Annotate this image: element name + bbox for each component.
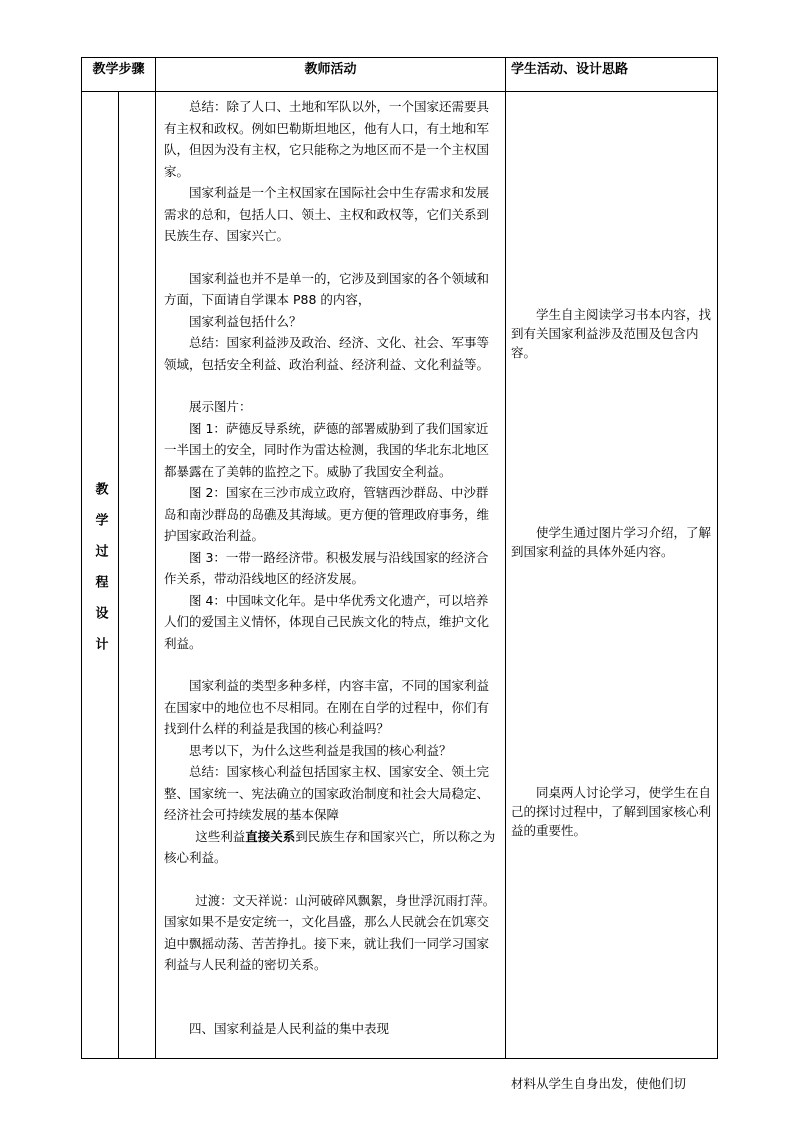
teacher-show-images: 展示图片： bbox=[189, 399, 252, 414]
step-cell bbox=[82, 92, 156, 1059]
teacher-image-3: 图 3：一带一路经济带。积极发展与沿线国家的经济合作关系，带动沿线地区的经济发展。 bbox=[164, 549, 489, 586]
student-note-3: 同桌两人讨论学习，使学生在自己的探讨过程中，了解到国家核心利益的重要性。 bbox=[511, 785, 712, 838]
teacher-question-1: 国家利益包括什么？ bbox=[189, 313, 302, 329]
header-student-activity: 学生活动、设计思路 bbox=[506, 58, 718, 92]
step-name: 教学过程设计 bbox=[92, 482, 108, 668]
teacher-transition: 过渡：文天祥说：山河破碎风飘絮，身世浮沉雨打萍。国家如果不是安定统一，文化昌盛，那么人民就会在饥寒交迫中飘摇动荡、苦苦挣扎。接下来，就让我们一同学习国家利益与人民利益的密切关系。 bbox=[164, 892, 496, 972]
student-note-1: 学生自主阅读学习书本内容，找到有关国家利益涉及范围及包含内容。 bbox=[511, 307, 712, 360]
student-note-4: 材料从学生自身出发，使他们切 bbox=[511, 1076, 687, 1091]
emphasis-direct-relation: 直接关系 bbox=[245, 828, 296, 844]
teacher-summary-1: 总结：除了人口、土地和军队以外，一个国家还需要具有主权和政权。例如巴勒斯坦地区，他有人口，有土地和军队，但因为没有主权，它只能称之为地区而不是一个主权国家。 bbox=[164, 99, 490, 179]
teacher-summary-2: 总结：国家利益涉及政治、经济、文化、社会、军事等领域，包括安全利益、政治利益、经济利益、文化利益等。 bbox=[164, 335, 490, 372]
table-header-row bbox=[82, 58, 718, 92]
teacher-summary-3: 总结：国家核心利益包括国家主权、国家安全、领土完整、国家统一、宪法确立的国家政治制度和社会大局稳定、经济社会可持续发展的基本保障 bbox=[164, 764, 490, 822]
header-step: 教学步骤 bbox=[82, 58, 156, 92]
teacher-core-interest-intro: 国家利益的类型多种多样，内容丰富，不同的国家利益在国家中的地位也不尽相同。在刚在自学的过程中，你们有找到什么样的利益是我国的核心利益吗？ bbox=[164, 678, 490, 736]
teacher-question-2: 思考以下，为什么这些利益是我国的核心利益？ bbox=[189, 742, 452, 758]
student-note-2: 使学生通过图片学习介绍，了解到国家利益的具体外延内容。 bbox=[511, 525, 712, 559]
teacher-image-2: 图 2：国家在三沙市成立政府，管辖西沙群岛、中沙群岛和南沙群岛的岛礁及其海域。更方便的管理政府事务，维护国家政治利益。 bbox=[164, 485, 490, 543]
teacher-self-study: 国家利益也并不是单一的，它涉及到国家的各个领域和方面，下面请自学课本 P88 的内容， bbox=[164, 270, 490, 307]
header-teacher-activity: 教师活动 bbox=[156, 58, 506, 92]
teacher-image-1: 图 1：萨德反导系统，萨德的部署威胁到了我们国家近一半国土的安全，同时作为雷达检测，我国的华北东北地区都暴露在了美韩的监控之下。威胁了我国安全利益。 bbox=[164, 420, 490, 479]
table-body-row bbox=[82, 92, 718, 1059]
teacher-image-4: 图 4：中国味文化年。是中华优秀文化遗产，可以培养人们的爱国主义情怀，体现自己民族文化的特点，维护文化利益。 bbox=[164, 592, 490, 651]
inner-divider bbox=[118, 92, 119, 1058]
teacher-core-interest-reason: 这些利益直接关系到民族生存和国家兴亡，所以称之为核心利益。 bbox=[164, 828, 496, 865]
lesson-plan-table bbox=[81, 57, 718, 1091]
teacher-section-4-heading: 四、国家利益是人民利益的集中表现 bbox=[189, 1020, 390, 1036]
student-activity-cell bbox=[506, 92, 718, 1091]
teacher-activity-cell bbox=[156, 92, 506, 1059]
teacher-definition: 国家利益是一个主权国家在国际社会中生存需求和发展需求的总和，包括人口、领土、主权和政权等，它们关系到民族生存、国家兴亡。 bbox=[164, 185, 490, 243]
